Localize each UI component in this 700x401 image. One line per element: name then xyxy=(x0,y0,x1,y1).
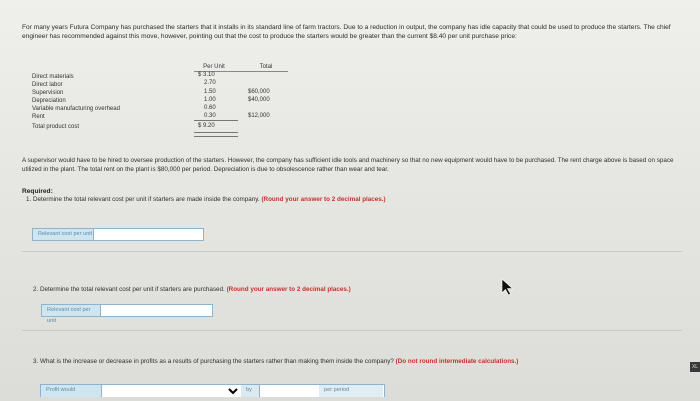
row-unit-rent: 0.30 xyxy=(204,113,216,119)
row-label-direct-labor: Direct labor xyxy=(32,82,63,88)
total-header: Total xyxy=(259,64,273,70)
answer-2-label: Relevant cost per unit xyxy=(42,305,100,316)
row-unit-variable-overhead: 0.60 xyxy=(204,105,216,111)
profit-direction-select[interactable] xyxy=(101,385,241,397)
problem-intro: For many years Futura Company has purchased the starters that it installs in its standard line of farm tractors. Due to a reduction in output, the company has idle capacity that could be used to produce the starters. The chief engineer has recommended against this move, however, pointing out that the cost to produce the starters would be greater than the current $8.40 per unit purchase price: xyxy=(22,24,671,40)
question-2 xyxy=(33,286,351,293)
question-1-hint: (Round your answer to 2 decimal places.) xyxy=(261,196,386,203)
row-label-variable-overhead: Variable manufacturing overhead xyxy=(32,106,120,112)
row-total-supervision: $60,000 xyxy=(248,89,270,95)
answer-row-3 xyxy=(40,384,385,397)
question-2-hint: (Round your answer to 2 decimal places.) xyxy=(226,286,351,293)
problem-details: A supervisor would have to be hired to oversee production of the starters. However, the company has sufficient idle tools and machinery so that no new equipment would have to be purchased. The rent charge above is based on space utilized in the plant. The total rent on the plant is $80,000 per period. Depreciation is due to obsolescence rather than wear and tear. xyxy=(22,157,674,173)
row-label-supervision: Supervision xyxy=(32,90,64,96)
double-underline xyxy=(194,132,238,137)
row-label-rent: Rent xyxy=(32,114,45,120)
question-3-text: 3. What is the increase or decrease in profits as a results of purchasing the starters rather than making them inside the company? xyxy=(33,358,394,365)
row-unit-supervision: 1.50 xyxy=(204,89,216,95)
sum-rule xyxy=(194,120,238,121)
row-label-depreciation: Depreciation xyxy=(32,98,66,104)
answer-3-by-label: by xyxy=(241,385,259,397)
answer-1-label: Relevant cost per unit xyxy=(33,229,93,240)
question-1-text: 1. Determine the total relevant cost per unit if starters are made inside the company. xyxy=(26,196,260,203)
row-total-rent: $12,000 xyxy=(248,113,270,119)
answer-3-period-label: per period xyxy=(319,385,383,397)
answer-2-input[interactable] xyxy=(100,305,211,316)
question-1 xyxy=(26,196,386,203)
answer-1-input[interactable] xyxy=(93,229,202,240)
row-unit-depreciation: 1.00 xyxy=(204,97,216,103)
row-total-depreciation: $40,000 xyxy=(248,97,270,103)
row-unit-direct-materials: $ 3.10 xyxy=(198,72,215,78)
required-heading: Required: xyxy=(22,188,53,195)
row-label-direct-materials: Direct materials xyxy=(32,74,74,80)
section-divider-2 xyxy=(22,330,682,331)
question-3 xyxy=(33,358,518,365)
profit-amount-input[interactable] xyxy=(259,385,319,397)
row-unit-total-product-cost: $ 9.20 xyxy=(198,123,215,129)
per-unit-header: Per Unit xyxy=(203,64,225,70)
row-unit-direct-labor: 2.70 xyxy=(204,80,216,86)
answer-row-2 xyxy=(41,304,213,324)
row-label-total-product-cost: Total product cost xyxy=(32,124,80,130)
question-2-text: 2. Determine the total relevant cost per unit if starters are purchased. xyxy=(33,286,225,293)
answer-row-1 xyxy=(32,228,204,241)
question-3-hint: (Do not round intermediate calculations.) xyxy=(395,358,519,365)
cost-table xyxy=(26,64,291,142)
section-divider-1 xyxy=(22,251,682,252)
answer-3-label: Profit would xyxy=(41,385,101,397)
mouse-pointer-icon xyxy=(500,278,514,296)
side-tag: XL xyxy=(691,364,699,370)
